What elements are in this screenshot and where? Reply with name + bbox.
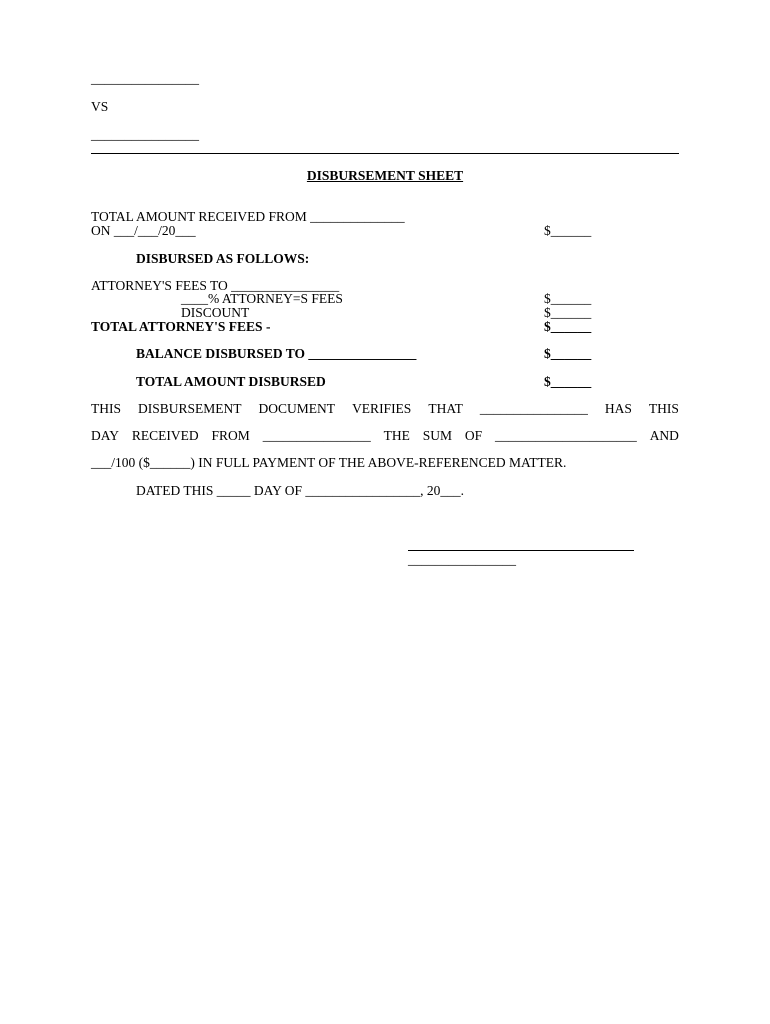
word: DAY bbox=[91, 428, 120, 443]
word: AND bbox=[649, 428, 679, 443]
received-line-2: ON ___/___/20___ bbox=[91, 223, 196, 238]
word: OF bbox=[464, 428, 483, 443]
word: VERIFIES bbox=[352, 401, 412, 416]
word: FROM bbox=[211, 428, 250, 443]
balance-disbursed-label bbox=[136, 347, 416, 361]
total-attorney-fees-label: TOTAL ATTORNEY'S FEES - bbox=[91, 319, 271, 334]
word: THIS bbox=[648, 401, 679, 416]
word: SUM bbox=[422, 428, 452, 443]
blank: ________________ bbox=[262, 428, 371, 443]
received-line-1: TOTAL AMOUNT RECEIVED FROM ______________ bbox=[91, 209, 405, 224]
discount-amount: $______ bbox=[544, 305, 592, 320]
balance-disbursed-amount: $______ bbox=[544, 346, 592, 361]
verification-line-1 bbox=[91, 402, 679, 416]
dated-line: DATED THIS _____ DAY OF _________________, 20___. bbox=[136, 483, 465, 498]
attorney-percent-amount: $______ bbox=[544, 291, 592, 306]
attorney-percent-line: ____% ATTORNEY=S FEES bbox=[181, 291, 343, 306]
received-amount: $______ bbox=[544, 223, 592, 238]
word: DOCUMENT bbox=[258, 401, 336, 416]
word: RECEIVED bbox=[131, 428, 199, 443]
total-attorney-fees-amount: $______ bbox=[544, 319, 592, 334]
word: THIS bbox=[91, 401, 121, 416]
attorney-fees-to: ATTORNEY'S FEES TO ________________ bbox=[91, 278, 340, 293]
word: HAS bbox=[604, 401, 632, 416]
page-title: DISBURSEMENT SHEET bbox=[306, 168, 464, 183]
verification-line-2 bbox=[91, 429, 679, 443]
disbursed-heading: DISBURSED AS FOLLOWS: bbox=[136, 251, 310, 266]
party-blank-1: ________________ bbox=[91, 71, 199, 86]
discount-label: DISCOUNT bbox=[181, 305, 250, 320]
total-disbursed-amount: $______ bbox=[544, 374, 592, 389]
vs-label: VS bbox=[91, 99, 109, 114]
verification-line-3: ___/100 ($______) IN FULL PAYMENT OF THE ABOVE-REFERENCED MATTER. bbox=[91, 455, 567, 470]
blank: ________________ bbox=[479, 401, 588, 416]
total-disbursed-label: TOTAL AMOUNT DISBURSED bbox=[136, 374, 326, 389]
word: THAT bbox=[428, 401, 463, 416]
word: THE bbox=[383, 428, 410, 443]
caption-divider bbox=[91, 153, 679, 154]
blank: _____________________ bbox=[495, 428, 637, 443]
signature-line bbox=[408, 550, 634, 551]
balance-disbursed-text: BALANCE DISBURSED TO ________________ bbox=[136, 346, 417, 361]
word: DISBURSEMENT bbox=[138, 401, 242, 416]
party-blank-2: ________________ bbox=[91, 127, 199, 142]
signature-line-2: ________________ bbox=[408, 552, 516, 567]
